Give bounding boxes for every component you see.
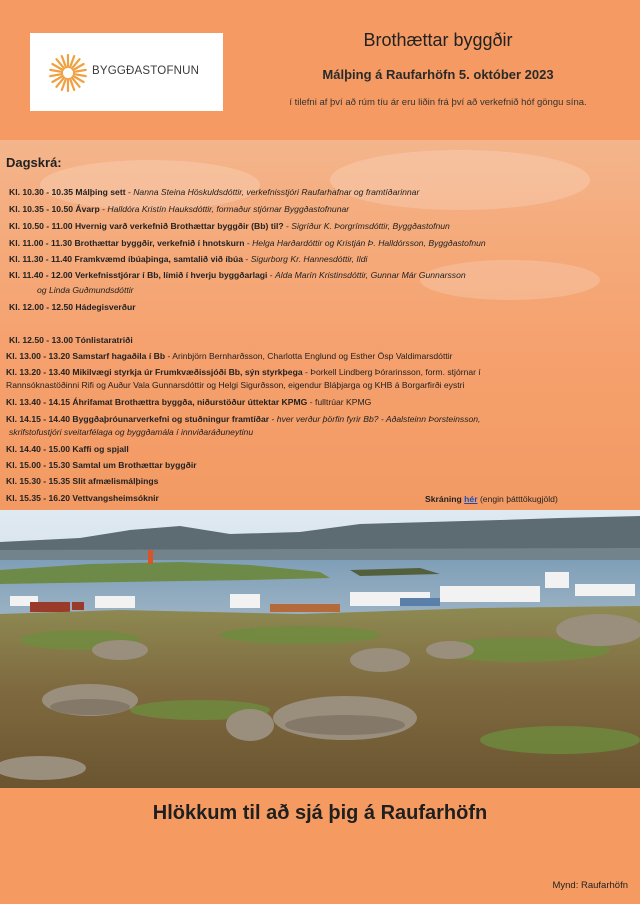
event-subtitle: Málþing á Raufarhöfn 5. október 2023 <box>322 67 554 82</box>
schedule-row: Kl. 11.40 - 12.00 Verkefnisstjórar í Bb, límið í hverju byggðarlagi - Alda Marín Kristinsdóttir, Gunnar Már Gunnarsson <box>9 270 466 280</box>
sun-ray <box>50 74 62 76</box>
schedule-row: Kl. 10.50 - 11.00 Hvernig varð verkefnið Brothættar byggðir (Bb) til? - Sigríður K. Þorgrímsdóttir, Byggðastofnun <box>9 221 450 231</box>
schedule-row: Kl. 15.35 - 16.20 Vettvangsheimsóknir <box>6 493 159 503</box>
header <box>0 0 640 140</box>
schedule-row: Kl. 14.40 - 15.00 Kaffi og spjall <box>6 444 129 454</box>
sun-ray <box>50 70 62 72</box>
registration-note: (engin þátttökugjöld) <box>479 494 558 504</box>
schedule-row-continued: og Linda Guðmundsdóttir <box>37 285 134 295</box>
byggdastofnun-logo <box>30 33 223 111</box>
registration-link[interactable]: hér <box>464 494 478 504</box>
registration-label: Skráning <box>425 494 462 504</box>
schedule-row: Kl. 10.30 - 10.35 Málþing sett - Nanna Steina Höskuldsdóttir, verkefnisstjóri Raufarhafnar og framtíðarinnar <box>9 187 420 197</box>
slogan: Hlökkum til að sjá þig á Raufarhöfn <box>152 802 488 824</box>
registration-line <box>425 494 558 504</box>
logo-text: BYGGÐASTOFNUN <box>92 65 200 77</box>
sun-ray <box>74 74 86 76</box>
schedule-row: Kl. 10.35 - 10.50 Ávarp - Halldóra Kristín Hauksdóttir, formaður stjórnar Byggðastofnunar <box>9 204 350 214</box>
schedule-row: Kl. 13.40 - 14.15 Áhrifamat Brothættra byggða, niðurstöður úttektar KPMG - fulltrúar KPMG <box>6 397 372 407</box>
sun-logo-icon <box>48 53 88 93</box>
page-title: Brothættar byggðir <box>363 30 513 50</box>
schedule-section <box>0 140 640 510</box>
sun-ray <box>74 70 86 72</box>
landscape-photo <box>0 510 640 788</box>
photo-credit: Mynd: Raufarhöfn <box>552 880 628 891</box>
event-note: í tilefni af því að rúm tíu ár eru liðin frá því að verkefnið hóf göngu sína. <box>289 97 587 108</box>
schedule-row: Kl. 12.50 - 13.00 Tónlistaratriði <box>9 335 133 345</box>
schedule-row-continued: Rannsóknastöðinni Rifi og Auður Vala Gunnarsdóttir og Helgi Sigurðsson, eigendur Bláþjarga og KHB á Borgarfirði eystri <box>6 380 465 390</box>
schedule-heading: Dagskrá: <box>6 155 62 170</box>
schedule-row: Kl. 12.00 - 12.50 Hádegisverður <box>9 302 136 312</box>
schedule-row: Kl. 14.15 - 14.40 Byggðaþróunarverkefni og stuðningur framtíðar - hver verður þörfin fyrir Bb? - Aðalsteinn Þorsteinsson, <box>6 414 481 424</box>
schedule-row: Kl. 11.30 - 11.40 Framkvæmd íbúaþinga, samtalið við íbúa - Sigurborg Kr. Hannesdóttir, Ildi <box>9 254 368 264</box>
schedule-row: Kl. 11.00 - 11.30 Brothættar byggðir, verkefnið í hnotskurn - Helga Harðardóttir og Kristján Þ. Halldórsson, Byggðastofnun <box>9 238 486 248</box>
schedule-row-continued: skrifstofustjóri sveitarfélaga og byggðamála í innviðaráðuneytinu <box>9 427 254 437</box>
schedule-row: Kl. 15.00 - 15.30 Samtal um Brothættar byggðir <box>6 460 197 470</box>
raufarhofn-landscape <box>0 510 640 788</box>
cloud-decoration <box>330 150 590 210</box>
schedule-row: Kl. 15.30 - 15.35 Slit afmælismálþings <box>6 476 159 486</box>
cloud-decoration <box>40 160 260 210</box>
footer <box>0 788 640 904</box>
schedule-row: Kl. 13.20 - 13.40 Mikilvægi styrkja úr Frumkvæðissjóði Bb, sýn styrkþega - Þorkell Lindberg Þórarinsson, form. stjórnar í <box>6 367 481 377</box>
schedule-row: Kl. 13.00 - 13.20 Samstarf hagaðila í Bb - Arinbjörn Bernharðsson, Charlotta Englund og Esther Ösp Valdimarsdóttir <box>6 351 453 361</box>
